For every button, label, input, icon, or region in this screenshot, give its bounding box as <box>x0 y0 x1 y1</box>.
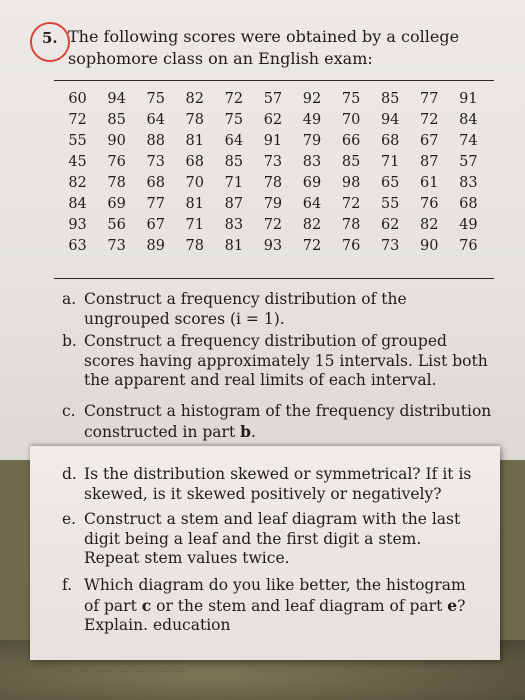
score-cell: 83 <box>459 174 478 191</box>
score-cell: 69 <box>107 195 126 212</box>
score-cell: 71 <box>224 174 244 191</box>
part-c-text: Construct a histogram of the frequency distribution constructed in part b. <box>84 402 492 441</box>
score-cell: 72 <box>341 195 361 212</box>
score-cell: 64 <box>302 195 322 212</box>
score-row <box>58 172 488 193</box>
cutoff-next-line: — — — — — — — <box>60 664 189 679</box>
score-cell: 72 <box>224 90 244 107</box>
score-cell: 62 <box>263 111 283 128</box>
score-cell: 87 <box>224 195 244 212</box>
score-cell: 88 <box>146 132 165 149</box>
score-cell: 85 <box>224 153 244 170</box>
part-e-text: Construct a stem and leaf diagram with the last digit being a leaf and the first digit a stem. Repeat stem values twice. <box>84 510 461 567</box>
score-cell: 55 <box>68 132 87 149</box>
score-cell: 78 <box>263 174 283 191</box>
score-cell: 73 <box>380 237 400 254</box>
score-cell: 81 <box>185 195 204 212</box>
score-cell: 73 <box>146 153 165 170</box>
part-f-label: f. <box>62 576 73 594</box>
part-f-ref-c: c <box>141 595 152 615</box>
score-cell: 82 <box>185 90 204 107</box>
score-cell: 74 <box>459 132 478 149</box>
score-cell: 75 <box>341 90 361 107</box>
score-cell: 76 <box>341 237 361 254</box>
score-cell: 82 <box>420 216 439 233</box>
score-cell: 93 <box>263 237 283 254</box>
score-cell: 64 <box>146 111 165 128</box>
score-cell: 75 <box>146 90 165 107</box>
score-cell: 85 <box>341 153 361 170</box>
score-cell: 76 <box>459 237 478 254</box>
score-cell: 91 <box>459 90 478 107</box>
score-cell: 78 <box>341 216 361 233</box>
score-cell: 89 <box>146 237 165 254</box>
part-f-ref-e: e <box>447 595 458 615</box>
part-c-label: c. <box>62 402 76 420</box>
score-cell: 71 <box>380 153 400 170</box>
score-cell: 90 <box>420 237 439 254</box>
score-cell: 76 <box>107 153 126 170</box>
score-cell: 76 <box>420 195 439 212</box>
score-cell: 49 <box>459 216 478 233</box>
score-cell: 67 <box>420 132 439 149</box>
score-row <box>58 151 488 172</box>
score-cell: 79 <box>263 195 283 212</box>
score-cell: 78 <box>185 111 204 128</box>
score-cell: 78 <box>185 237 204 254</box>
score-cell: 84 <box>459 111 478 128</box>
score-row <box>58 214 488 235</box>
score-cell: 75 <box>224 111 244 128</box>
score-cell: 65 <box>380 174 400 191</box>
scores-table <box>58 88 488 256</box>
score-cell: 72 <box>263 216 283 233</box>
part-d <box>62 465 474 504</box>
score-cell: 82 <box>68 174 87 191</box>
score-cell: 87 <box>420 153 439 170</box>
score-cell: 98 <box>341 174 361 191</box>
part-a-text: Construct a frequency distribution of the ungrouped scores (i = 1). <box>84 290 407 328</box>
score-cell: 70 <box>185 174 204 191</box>
score-cell: 68 <box>185 153 204 170</box>
score-cell: 67 <box>146 216 165 233</box>
score-cell: 90 <box>107 132 126 149</box>
score-cell: 83 <box>302 153 322 170</box>
score-cell: 62 <box>380 216 400 233</box>
score-cell: 94 <box>107 90 126 107</box>
part-b <box>62 332 494 391</box>
score-row <box>58 88 488 109</box>
part-d-label: d. <box>62 465 77 483</box>
part-a-label: a. <box>62 290 77 308</box>
part-f-text: Which diagram do you like better, the histogram of part c or the stem and leaf diagram of part e? Explain. education <box>84 576 466 634</box>
score-cell: 85 <box>380 90 400 107</box>
score-cell: 57 <box>459 153 478 170</box>
score-cell: 63 <box>68 237 87 254</box>
part-d-text: Is the distribution skewed or symmetrical? If it is skewed, is it skewed positively or negatively? <box>84 465 472 503</box>
problem-number: 5. <box>42 29 58 47</box>
table-bottom-rule <box>54 278 494 279</box>
score-row <box>58 193 488 214</box>
score-cell: 60 <box>68 90 87 107</box>
score-cell: 64 <box>224 132 244 149</box>
score-cell: 73 <box>263 153 283 170</box>
score-cell: 55 <box>380 195 400 212</box>
part-b-label: b. <box>62 332 77 350</box>
score-cell: 77 <box>420 90 439 107</box>
score-cell: 72 <box>68 111 87 128</box>
score-cell: 68 <box>146 174 165 191</box>
score-cell: 81 <box>224 237 244 254</box>
score-cell: 68 <box>380 132 400 149</box>
score-cell: 92 <box>302 90 322 107</box>
score-row <box>58 235 488 256</box>
score-cell: 72 <box>420 111 439 128</box>
part-e-label: e. <box>62 510 77 528</box>
score-cell: 81 <box>185 132 204 149</box>
score-cell: 56 <box>107 216 126 233</box>
score-cell: 84 <box>68 195 87 212</box>
score-cell: 94 <box>380 111 400 128</box>
part-c-ref: b <box>240 421 251 441</box>
score-row <box>58 109 488 130</box>
score-cell: 68 <box>459 195 478 212</box>
score-cell: 69 <box>302 174 322 191</box>
score-cell: 61 <box>420 174 439 191</box>
score-cell: 70 <box>341 111 361 128</box>
score-cell: 85 <box>107 111 126 128</box>
score-cell: 49 <box>302 111 322 128</box>
score-cell: 73 <box>107 237 126 254</box>
table-top-rule <box>54 80 494 81</box>
score-cell: 66 <box>341 132 361 149</box>
problem-intro: The following scores were obtained by a college sophomore class on an English exam: <box>68 27 460 68</box>
score-cell: 93 <box>68 216 87 233</box>
score-cell: 83 <box>224 216 244 233</box>
score-cell: 57 <box>263 90 283 107</box>
part-b-text: Construct a frequency distribution of grouped scores having approximately 15 intervals. List both the apparent and real limits of each interval. <box>84 332 488 389</box>
part-a <box>62 290 494 329</box>
score-cell: 45 <box>68 153 87 170</box>
score-cell: 82 <box>302 216 322 233</box>
part-f <box>62 576 474 636</box>
score-cell: 78 <box>107 174 126 191</box>
score-cell: 91 <box>263 132 283 149</box>
score-row <box>58 130 488 151</box>
score-cell: 71 <box>185 216 204 233</box>
score-cell: 72 <box>302 237 322 254</box>
part-c <box>62 402 494 442</box>
score-cell: 77 <box>146 195 165 212</box>
part-e <box>62 510 474 569</box>
score-cell: 79 <box>302 132 322 149</box>
